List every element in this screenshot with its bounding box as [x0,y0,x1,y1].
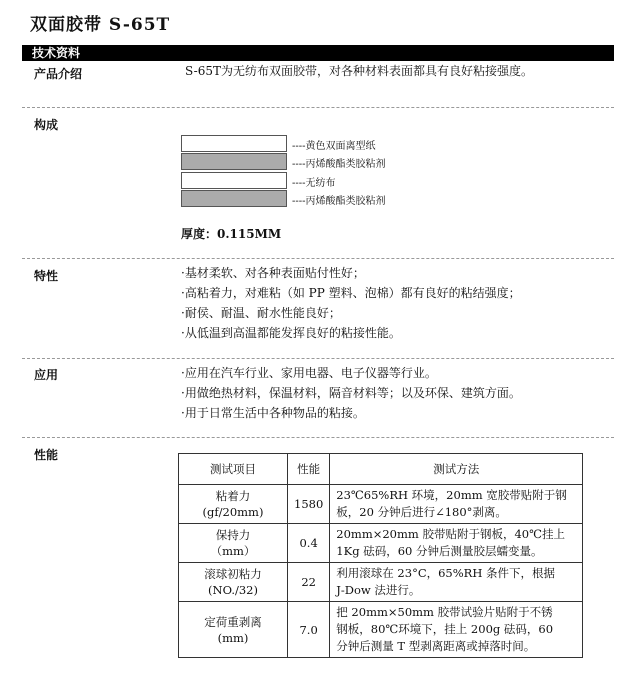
table-row [179,602,583,658]
table-row [179,563,583,602]
performance-label: 性能 [34,448,59,462]
test-item: 保持力 （mm） [179,524,288,563]
test-method: 把 20mm×50mm 胶带试验片贴附于不锈 钢板，80℃环境下，挂上 200g 砝码，60 分钟后测量 T 型剥离距离或掉落时间。 [330,602,583,658]
test-item: 滚球初粘力 (NO./32) [179,563,288,602]
application-item: ·应用在汽车行业、家用电器、电子仪器等行业。 [181,366,437,380]
applications-list [181,363,521,423]
divider [22,107,614,108]
intro-label: 产品介绍 [34,67,83,81]
features-list [181,263,521,343]
feature-item: ·耐侯、耐温、耐水性能良好； [181,306,341,320]
application-item: ·用于日常生活中各种物品的粘接。 [181,406,365,420]
test-method: 20mm×20mm 胶带贴附于钢板，40℃挂上 1Kg 砝码，60 分钟后测量胶层蠕变量。 [330,524,583,563]
table-row [179,524,583,563]
application-item: ·用做绝热材料，保温材料，隔音材料等；以及环保、建筑方面。 [181,386,521,400]
section-header: 技术资料 [32,46,81,60]
divider [22,358,614,359]
test-value: 22 [288,563,330,602]
divider [22,258,614,259]
layer-nonwoven [181,172,287,189]
section-header-bar [22,45,614,61]
doc-title: 双面胶带 S-65T [30,15,171,35]
test-item: 定荷重剥离 (mm) [179,602,288,658]
intro-text: S-65T为无纺布双面胶带，对各种材料表面都具有良好粘接强度。 [185,64,533,78]
applications-label: 应用 [34,368,59,382]
test-value: 7.0 [288,602,330,658]
test-value: 0.4 [288,524,330,563]
col-header: 性能 [288,454,330,485]
layer-label: ----黄色双面离型纸 [292,141,376,152]
divider [22,437,614,438]
test-item: 粘着力 (gf/20mm) [179,485,288,524]
layer-adhesive [181,153,287,170]
test-value: 1580 [288,485,330,524]
composition-label: 构成 [34,118,59,132]
test-method: 利用滚球在 23°C，65%RH 条件下，根据 J-Dow 法进行。 [330,563,583,602]
table-header-row [179,454,583,485]
test-method: 23℃65%RH 环境，20mm 宽胶带贴附于钢 板，20 分钟后进行∠180°剥离。 [330,485,583,524]
performance-table [178,453,583,658]
features-label: 特性 [34,269,59,283]
feature-item: ·基材柔软、对各种表面贴付性好； [181,266,365,280]
layer-adhesive [181,190,287,207]
feature-item: ·高粘着力，对难粘（如 PP 塑料、泡棉）都有良好的粘结强度； [181,286,521,300]
layer-release-paper [181,135,287,152]
thickness: 厚度：0.115MM [181,227,282,241]
layer-label: ----无纺布 [292,178,336,189]
col-header: 测试项目 [179,454,288,485]
feature-item: ·从低温到高温都能发挥良好的粘接性能。 [181,326,401,340]
table-row [179,485,583,524]
col-header: 测试方法 [330,454,583,485]
layer-label: ----丙烯酸酯类胶粘剂 [292,159,386,170]
layer-label: ----丙烯酸酯类胶粘剂 [292,196,386,207]
